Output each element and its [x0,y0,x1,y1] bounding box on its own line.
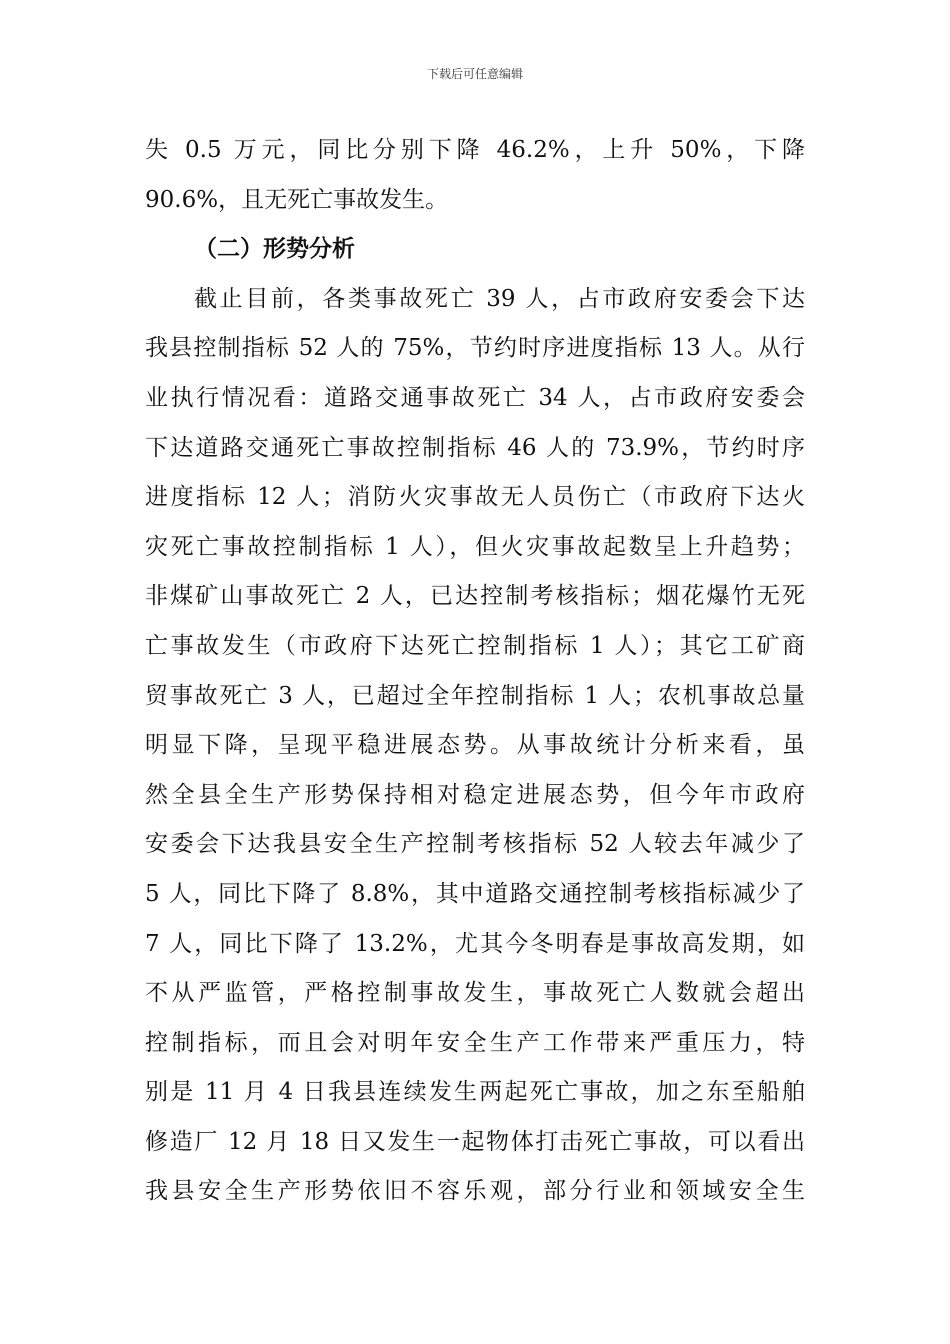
section-heading: （二）形势分析 [194,236,355,263]
body-line: 亡事故发生（市政府下达死亡控制指标 1 人）；其它工矿商 [145,632,805,659]
body-line: 业执行情况看：道路交通事故死亡 34 人，占市政府安委会 [145,384,805,411]
body-line: 我县安全生产形势依旧不容乐观，部分行业和领域安全生 [145,1178,805,1205]
body-line: 我县控制指标 52 人的 75%，节约时序进度指标 13 人。从行 [145,335,805,362]
body-line: 非煤矿山事故死亡 2 人，已达控制考核指标；烟花爆竹无死 [145,583,805,610]
body-line: 别是 11 月 4 日我县连续发生两起死亡事故，加之东至船舶 [145,1079,805,1106]
body-line: 截止目前，各类事故死亡 39 人，占市政府安委会下达 [194,285,805,312]
body-line: 修造厂 12 月 18 日又发生一起物体打击死亡事故，可以看出 [145,1128,805,1155]
body-line: 5 人，同比下降了 8.8%，其中道路交通控制考核指标减少了 [145,880,805,907]
body-line: 7 人，同比下降了 13.2%，尤其今冬明春是事故高发期，如 [145,930,805,957]
body-line: 失 0.5 万元，同比分别下降 46.2%，上升 50%，下降 [145,137,805,163]
body-line: 贸事故死亡 3 人，已超过全年控制指标 1 人；农机事故总量 [145,682,805,709]
body-line: 灾死亡事故控制指标 1 人），但火灾事故起数呈上升趋势； [145,533,805,560]
document-body [145,126,805,1217]
body-line: 90.6%，且无死亡事故发生。 [145,186,449,213]
page-header-note: 下载后可任意编辑 [426,67,523,81]
body-line: 然全县全生产形势保持相对稳定进展态势，但今年市政府 [145,781,805,808]
body-line: 进度指标 12 人；消防火灾事故无人员伤亡（市政府下达火 [145,484,805,511]
body-line: 控制指标，而且会对明年安全生产工作带来严重压力，特 [145,1029,805,1056]
body-line: 下达道路交通死亡事故控制指标 46 人的 73.9%，节约时序 [145,434,805,461]
body-line: 不从严监管，严格控制事故发生，事故死亡人数就会超出 [145,980,805,1007]
body-line: 安委会下达我县安全生产控制考核指标 52 人较去年减少了 [145,831,805,858]
body-line: 明显下降，呈现平稳进展态势。从事故统计分析来看，虽 [145,732,805,759]
